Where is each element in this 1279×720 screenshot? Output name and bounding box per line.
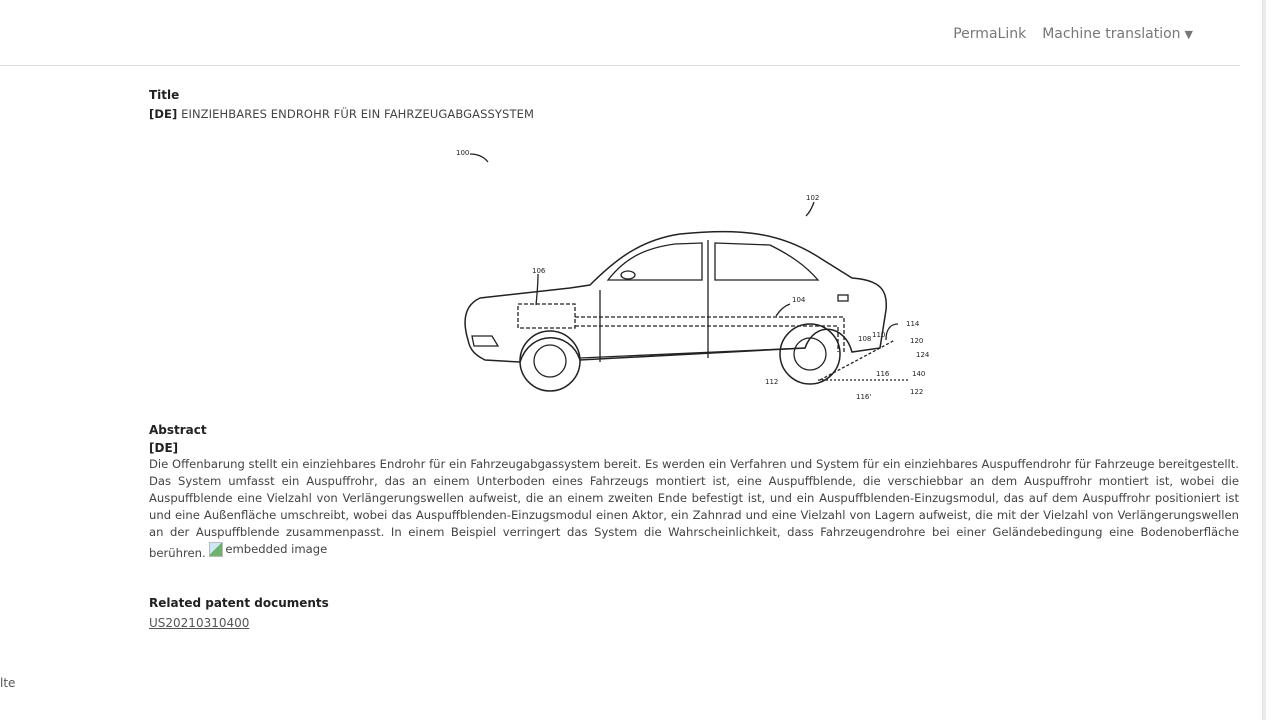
label-108: 108 (858, 335, 872, 343)
front-wheel-hub (534, 345, 566, 377)
label-140: 140 (912, 370, 926, 378)
related-documents (149, 596, 329, 630)
abstract-text: Die Offenbarung stellt ein einziehbares Endrohr für ein Fahrzeugabgassystem bereit. Es werden ein Verfahren und System für ein einziehbares Auspuffendrohr für Fahrzeuge bereitgestellt. Das System umfasst ein Auspuffrohr, das an einem Unterboden eines Fahrzeugs montiert ist, eine Auspuffblende, die verschiebbar an dem Auspuffrohr montiert ist, wobei die Auspuffblende eine Vielzahl von Verlängerungswellen aufweist, die an einem zweiten Ende befestigt ist, und ein Auspuffblenden-Einzugsmodul, das auf dem Auspuffrohr positioniert ist und eine Außenfläche umschreibt, wobei das Auspuffblenden-Einzugsmodul einen Aktor, ein Zahnrad und eine Vielzahl von Lagern aufweist, die mit der Vielzahl von Verlängerungswellen an der Auspuffblende zusammenpasst. In einem Beispiel verringert das System die Wahrscheinlichkeit, dass Fahrzeugendrohre bei einer Geländebedingung eine Bodenoberfläche berühren. (149, 457, 1239, 560)
title-section (149, 88, 1239, 121)
title-text-line (149, 107, 1239, 121)
car-body-outline (465, 232, 886, 362)
dropdown-arrow-icon: ▼ (1184, 28, 1193, 41)
label-112: 112 (765, 378, 779, 386)
title-text: EINZIEHBARES ENDROHR FÜR EIN FAHRZEUGABGASSYSTEM (181, 107, 534, 121)
label-110: 110 (872, 331, 886, 339)
broken-image-icon (209, 542, 223, 557)
machine-translation-dropdown[interactable] (1042, 26, 1193, 42)
label-120: 120 (910, 337, 924, 345)
top-bar (0, 0, 1240, 66)
car-window-front (608, 243, 702, 280)
exhaust-pipe (575, 317, 844, 352)
permalink-link[interactable]: PermaLink (953, 26, 1027, 42)
engine-box (518, 304, 575, 328)
embedded-image-alt: embedded image (225, 542, 328, 556)
label-116-prime: 116' (856, 393, 872, 401)
related-document-link[interactable]: US20210310400 (149, 616, 250, 630)
leader-104 (776, 304, 790, 316)
abstract-heading: Abstract (149, 423, 207, 437)
rear-wheel-hub (794, 338, 826, 370)
label-124: 124 (916, 351, 930, 359)
abstract-body (149, 456, 1239, 562)
tail-light (838, 295, 848, 301)
title-heading: Title (149, 88, 180, 102)
toolbar-actions (953, 26, 1193, 42)
label-100: 100 (456, 149, 470, 157)
rear-wheel (780, 324, 840, 384)
abstract-section (149, 423, 1239, 562)
abstract-lang: [DE] (149, 441, 179, 455)
front-wheel (520, 331, 580, 391)
label-116: 116 (876, 370, 890, 378)
label-106: 106 (532, 267, 546, 275)
title-lang: [DE] (149, 107, 178, 121)
machine-translation-label: Machine translation (1042, 26, 1181, 42)
patent-drawing (440, 140, 940, 405)
related-heading: Related patent documents (149, 596, 329, 610)
mirror (621, 271, 635, 279)
label-104: 104 (792, 296, 806, 304)
leader-114 (886, 324, 898, 340)
label-114: 114 (906, 320, 920, 328)
panel-divider (1262, 0, 1266, 720)
label-102: 102 (806, 194, 820, 202)
label-122: 122 (910, 388, 924, 396)
embedded-image (209, 541, 327, 558)
leader-102 (806, 202, 814, 216)
rocker-line (580, 348, 805, 358)
sidebar-text-fragment: lte (0, 676, 16, 690)
leader-106 (536, 274, 538, 305)
headlight (472, 336, 498, 346)
leader-100 (470, 154, 488, 162)
